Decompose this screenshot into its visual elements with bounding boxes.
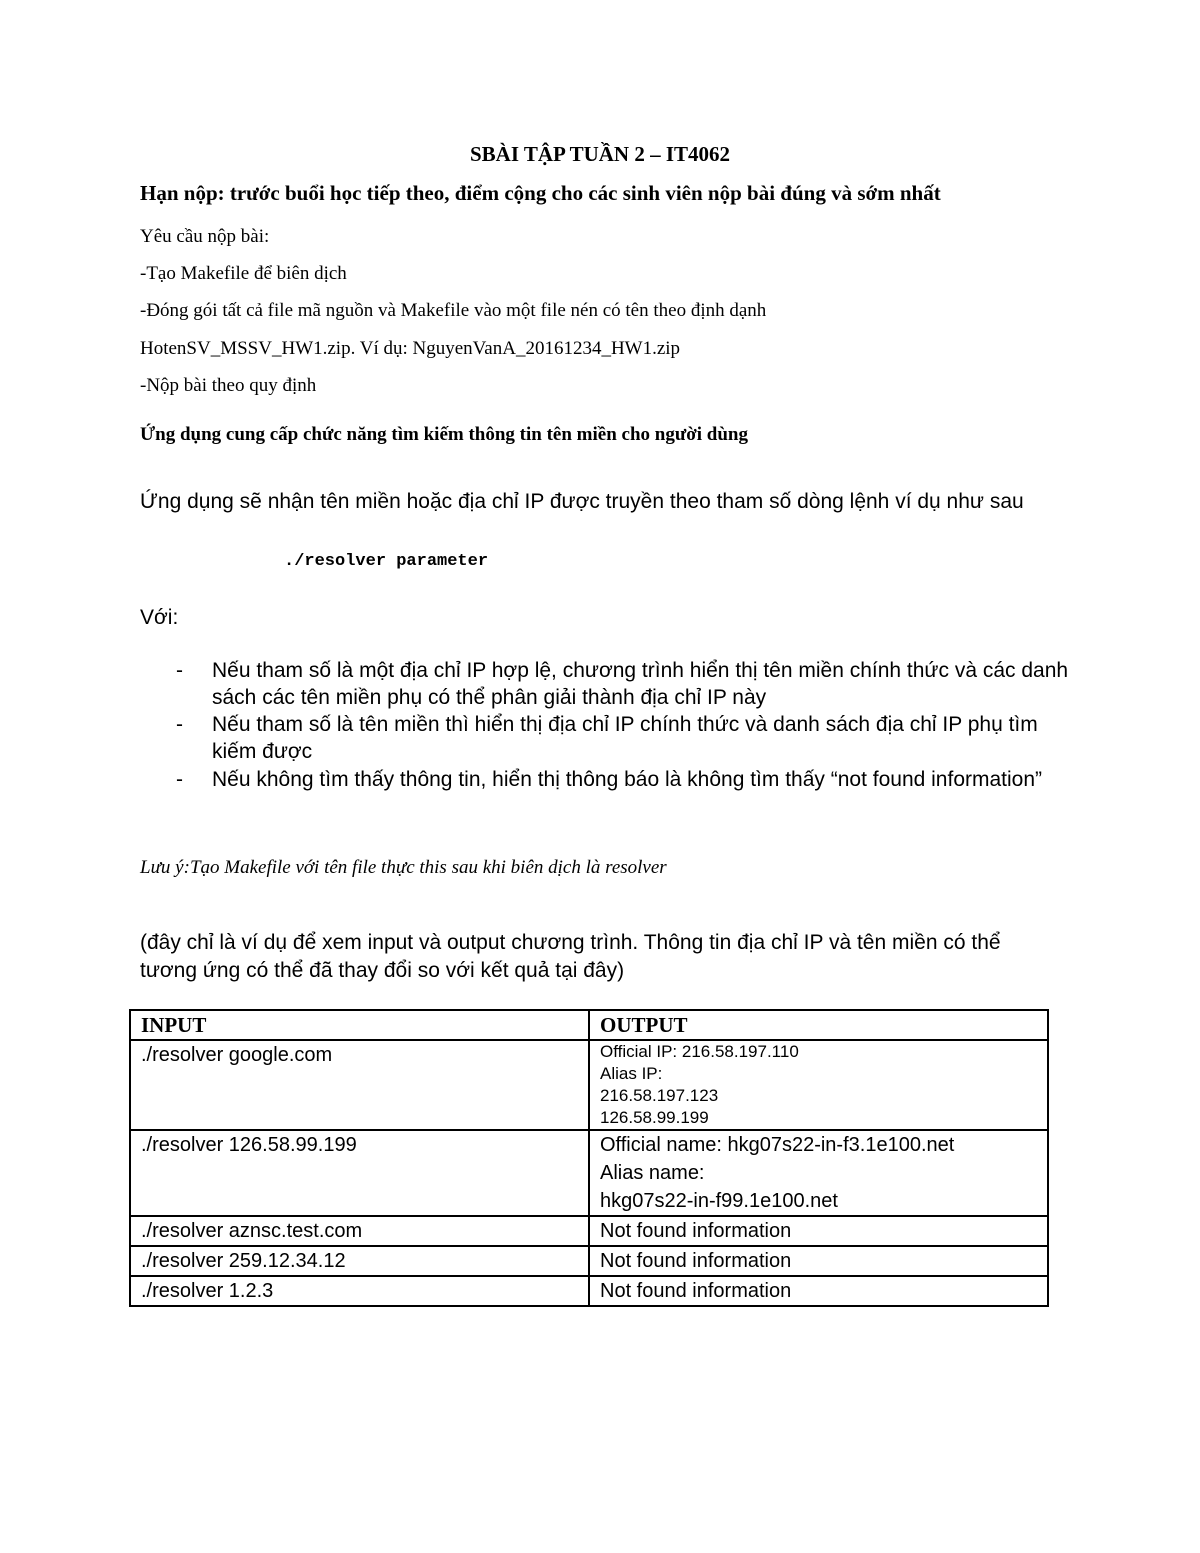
output-cell: Not found information (589, 1276, 1048, 1306)
output-line: 216.58.197.123 (600, 1086, 719, 1105)
output-header: OUTPUT (589, 1010, 1048, 1040)
output-line: Alias name: (600, 1162, 705, 1184)
example-note: (đây chỉ là ví dụ để xem input và output chương trình. Thông tin địa chỉ IP và tên miền có thể tương ứng có thể đã thay đổi so với kết quả tại đây) (140, 931, 1001, 982)
bullet-text: Nếu tham số là tên miền thì hiển thị địa chỉ IP chính thức và danh sách địa chỉ IP phụ tìm kiếm được (212, 713, 1038, 763)
io-table (129, 1009, 1049, 1307)
requirement-item: -Đóng gói tất cả file mã nguồn và Makefile vào một file nén có tên theo định dạnh (140, 300, 767, 321)
bullet-text: Nếu không tìm thấy thông tin, hiển thị thông báo là không tìm thấy “not found information” (212, 768, 1043, 791)
bullet-dash: - (176, 768, 183, 791)
bullet-dash: - (176, 713, 183, 736)
table-row (130, 1130, 1048, 1216)
table-row (130, 1276, 1048, 1306)
output-line: Alias IP: (600, 1064, 663, 1083)
table-row (130, 1216, 1048, 1246)
bullet-text: Nếu tham số là một địa chỉ IP hợp lệ, chương trình hiển thị tên miền chính thức và các danh sách các tên miền phụ có thể phân giải thành địa chỉ IP này (212, 659, 1069, 709)
input-cell: ./resolver 259.12.34.12 (130, 1246, 589, 1276)
output-cell: Not found information (589, 1246, 1048, 1276)
output-cell: Not found information (589, 1216, 1048, 1246)
with-label: Với: (140, 606, 179, 629)
output-line: 126.58.99.199 (600, 1108, 709, 1127)
requirement-item: HotenSV_MSSV_HW1.zip. Ví dụ: NguyenVanA_20161234_HW1.zip (140, 338, 681, 359)
command-example: ./resolver parameter (284, 552, 489, 571)
input-header: INPUT (130, 1010, 589, 1040)
input-cell: ./resolver 126.58.99.199 (130, 1130, 589, 1216)
requirement-item: -Nộp bài theo quy định (140, 375, 317, 396)
input-cell: ./resolver 1.2.3 (130, 1276, 589, 1306)
input-cell: ./resolver aznsc.test.com (130, 1216, 589, 1246)
deadline-text: Hạn nộp: trước buổi học tiếp theo, điểm cộng cho các sinh viên nộp bài đúng và sớm nhất (140, 181, 941, 205)
bullet-dash: - (176, 659, 183, 682)
input-cell: ./resolver google.com (130, 1040, 589, 1130)
output-line: Official IP: 216.58.197.110 (600, 1042, 799, 1061)
intro-text: Ứng dụng sẽ nhận tên miền hoặc địa chỉ IP được truyền theo tham số dòng lệnh ví dụ như sau (140, 490, 1024, 513)
table-header-row (130, 1010, 1048, 1040)
table-row (130, 1040, 1048, 1130)
output-cell (589, 1040, 1048, 1130)
output-line: Official name: hkg07s22-in-f3.1e100.net (600, 1134, 955, 1156)
table-row (130, 1246, 1048, 1276)
requirements-heading: Yêu cầu nộp bài: (140, 226, 270, 247)
output-cell (589, 1130, 1048, 1216)
app-title: Ứng dụng cung cấp chức năng tìm kiếm thông tin tên miền cho người dùng (140, 424, 748, 445)
note-text: Lưu ý:Tạo Makefile với tên file thực this sau khi biên dịch là resolver (140, 857, 667, 878)
requirement-item: -Tạo Makefile để biên dịch (140, 263, 347, 284)
document-title: SBÀI TẬP TUẦN 2 – IT4062 (469, 142, 731, 166)
output-line: hkg07s22-in-f99.1e100.net (600, 1190, 838, 1212)
